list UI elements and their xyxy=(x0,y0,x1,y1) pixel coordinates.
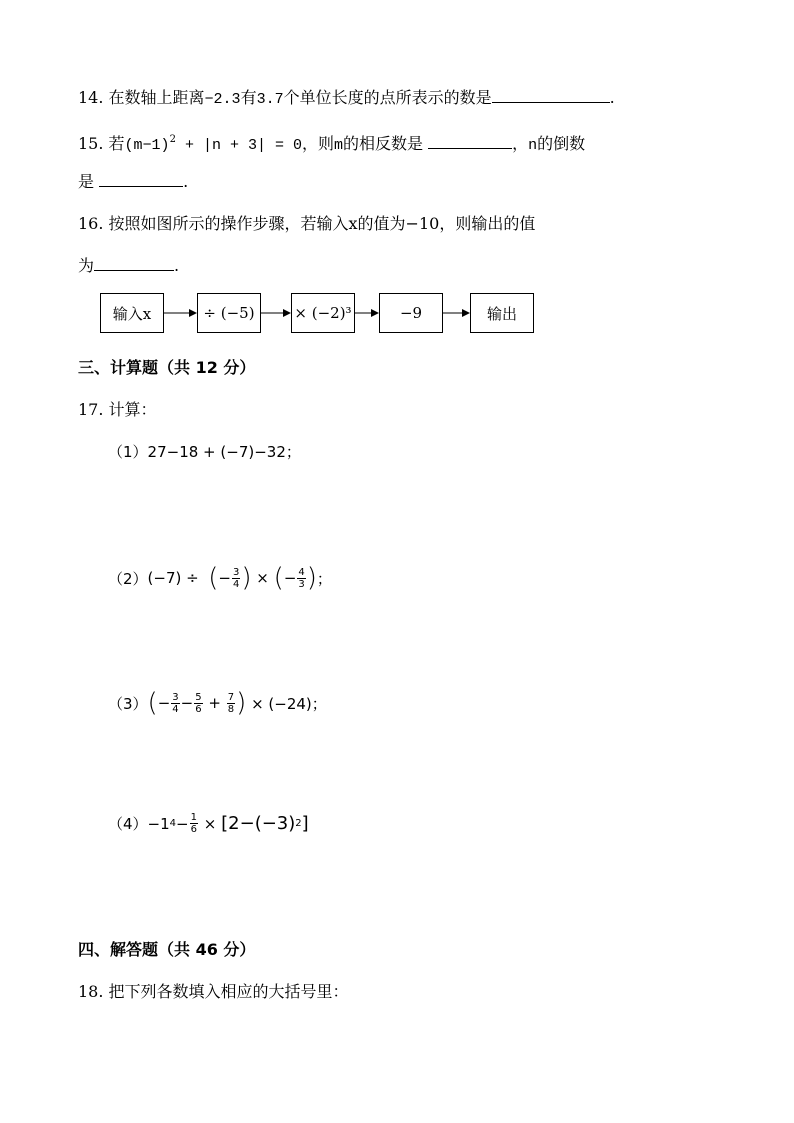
fraction: $\frac{3}{4}$ xyxy=(232,566,240,590)
fraction: $\frac{7}{8}$ xyxy=(227,691,235,715)
q17-part-4: （4） −1 4 − $\frac{1}{6}$ × [2−(−3) 2 ] xyxy=(108,812,309,835)
fraction: $\frac{3}{4}$ xyxy=(172,691,179,715)
fraction: $\frac{5}{6}$ xyxy=(195,691,202,715)
section-3-title: 三、计算题（共 12 分） xyxy=(78,358,256,377)
question-18: 18. 把下列各数填入相应的大括号里： xyxy=(78,982,349,1001)
section-4-title: 四、解答题（共 46 分） xyxy=(78,940,256,959)
flow-step-1-box: ÷ (−5) xyxy=(197,293,261,333)
flow-step-2-box: × (−2)³ xyxy=(291,293,355,333)
question-15-line2: 是 . xyxy=(78,172,189,191)
flow-arrows xyxy=(0,0,794,400)
question-16-line2: 为 . xyxy=(78,256,180,275)
question-17: 17. 计算： xyxy=(78,400,157,419)
q17-part-1: （1） 27−18 + (−7)−32； xyxy=(108,443,301,461)
question-16: 16. 按照如图所示的操作步骤，若输入x的值为−10，则输出的值 xyxy=(78,214,536,233)
question-15: 15. 若$(m-1)^2 + |n + 3| = 0$，则m的相反数是 ，n的倒数 xyxy=(78,134,586,154)
q17-part-2: （2） (−7) ÷ ( − $\frac{3}{4}$ ) × ( − $\frac{4}{3}$ ) ； xyxy=(108,563,332,593)
fraction: $\frac{1}{6}$ xyxy=(190,812,197,835)
flow-step-3-box: −9 xyxy=(379,293,443,333)
flow-output-box: 输出 xyxy=(470,293,534,333)
question-14: 14. 在数轴上距离−2.3有3.7个单位长度的点所表示的数是 . xyxy=(78,88,615,108)
q17-part-3: （3） ( − $\frac{3}{4}$ − $\frac{5}{6}$ + $\frac{7}{8}$ ) × (−24)； xyxy=(108,688,327,718)
flow-input-box: 输入x xyxy=(100,293,164,333)
fraction: $\frac{4}{3}$ xyxy=(298,566,305,590)
